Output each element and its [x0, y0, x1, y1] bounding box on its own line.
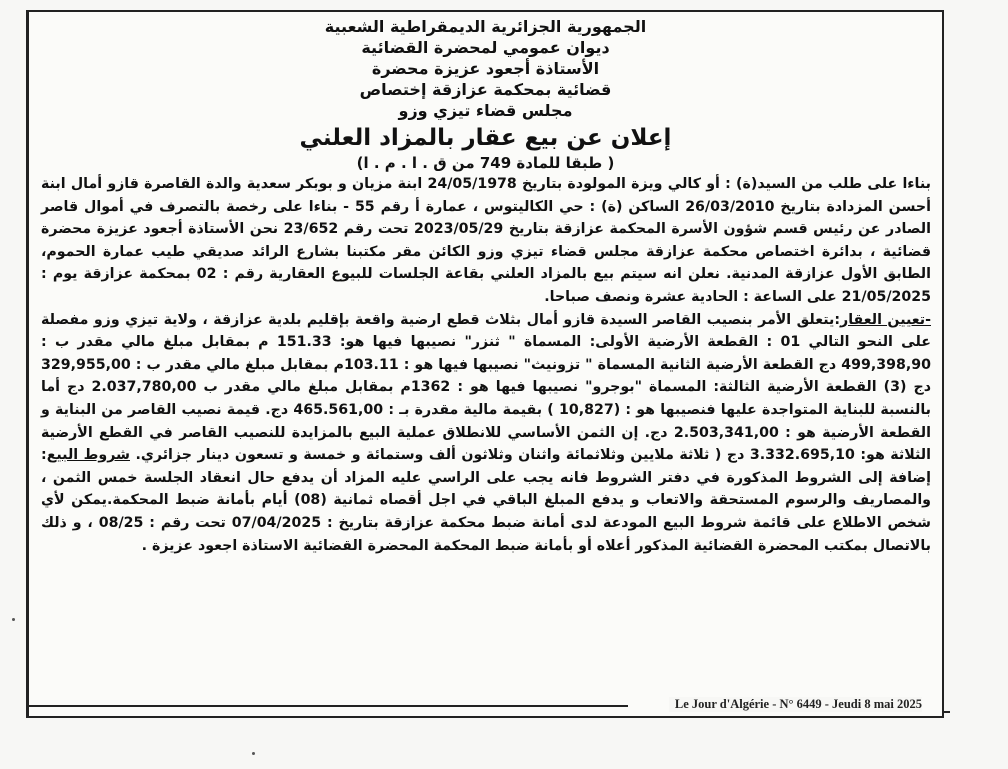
scan-speck	[12, 618, 15, 621]
sale-conditions-label: شروط البيع	[46, 447, 130, 464]
footer-rule	[28, 705, 628, 707]
court-council: مجلس قضاء تيزي وزو	[398, 101, 573, 120]
office-name: ديوان عمومي لمحضرة القضائية	[361, 38, 610, 57]
notice-header	[29, 16, 942, 173]
bailiff-name: الأستاذة أجعود عزيزة محضرة	[371, 59, 600, 78]
notice-title: إعلان عن بيع عقار بالمزاد العلني	[299, 125, 672, 151]
property-designation-label: -تعيين العقار	[840, 311, 931, 328]
newspaper-source: Le Jour d'Algérie - N° 6449 - Jeudi 8 mai 2025	[669, 697, 922, 712]
legal-notice-box	[26, 10, 944, 718]
republic-name: الجمهورية الجزائرية الديمقراطية الشعبية	[324, 17, 647, 36]
footer-rule-end	[942, 711, 950, 713]
legal-reference: ( طبقا للمادة 749 من ق . ا . م . ا)	[356, 154, 615, 172]
sale-conditions-text: : إضافة إلى الشروط المذكورة في دفتر الشروط فانه يجب على الراسي عليه المزاد أن يدفع حال انعقاد الجلسة خمس الثمن ، والمصاريف والرسوم المستحقة والاتعاب و يدفع المبلغ الباقي في اجل أقصاه ثمانية (08) أيام بأمانة ضبط المحكمة.يمكن لأي شخص الاطلاع على قائمة شروط البيع المودعة لدى أمانة ضبط محكمة عزازقة بتاريخ : 07/04/2025 تحت رقم : 08/25 ، و ذلك بالاتصال بمكتب المحضرة القضائية المذكور أعلاه أو بأمانة ضبط المحكمة المحضرة القضائية الاستاذة اجعود عزيزة .	[41, 447, 931, 554]
paragraph-request: بناءا على طلب من السيد(ة) : أو كالي ويزة المولودة بتاريخ 24/05/1978 ابنة مزيان و بوبكر سعدية والدة القاصرة قازو أمال ابنة أحسن المزدادة بتاريخ 26/03/2010 الساكن (ة) : حي الكاليتوس ، عمارة أ رقم 55 - بناءا على رخصة بالتصرف في أموال قاصر الصادر عن رئيس قسم شؤون الأسرة المحكمة عزازقة بتاريخ 2023/05/29 تحت رقم 23/652 نحن الأستاذة أجعود عزيزة محضرة قضائية ، بدائرة اختصاص محكمة عزازقة مجلس قضاء تيزي وزو الكائن مقر مكتبنا بشارع الرائد صديقي طيب عمارة الحموم، الطابق الأول عزازقة المدنية. نعلن انه سيتم بيع بالمزاد العلني بقاعة الجلسات للبيوع العقارية رقم : 02 بمحكمة عزازقة يوم : 21/05/2025 على الساعة : الحادية عشرة ونصف صباحا.	[41, 176, 932, 305]
notice-body	[41, 173, 931, 557]
paragraph-property	[41, 309, 931, 558]
court-jurisdiction: قضائية بمحكمة عزازقة إختصاص	[359, 80, 612, 99]
property-designation-text: :يتعلق الأمر بنصيب القاصر السيدة قازو أمال بثلاث قطع ارضية واقعة بإقليم بلدية عزازقة ، ولاية تيزي وزو مفصلة على النحو التالي 01 : القطعة الأرضية الأولى: المسماة " ثنزر" نصيبها فيها هو: 151.33 م بمقابل مبلغ مالي مقدر ب : 499,398,90 دج القطعة الأرضية الثانية المسماة " تزونيث" نصيبها فيها هو : 103.11م بمقابل مبلغ مالي مقدر ب : 329,955,00 دج (3) القطعة الأرضية الثالثة: المسماة "بوجرو" نصيبها فيها هو : 1362م بمقابل مبلغ مالي مقدر ب 2.037,780,00 دج أما بالنسبة للبناية المتواجدة عليها فنصيبها هو : (10,827 ) بقيمة مالية مقدرة بـ : 465.561,00 دج. قيمة نصيب القاصر من البناية و القطعة الأرضية هو : 2.503,341,00 دج. إن الثمن الأساسي للانطلاق عملية البيع بالمزايدة للنصيب القاصر في القطع الأرضية الثلاثة هو: 3.332.695,10 دج ( ثلاثة ملايين وثلاثمائة واثنان وثلاثون ألف وستمائة و خمسة و تسعون دينار جزائري.	[41, 311, 931, 464]
scan-speck	[252, 752, 255, 755]
